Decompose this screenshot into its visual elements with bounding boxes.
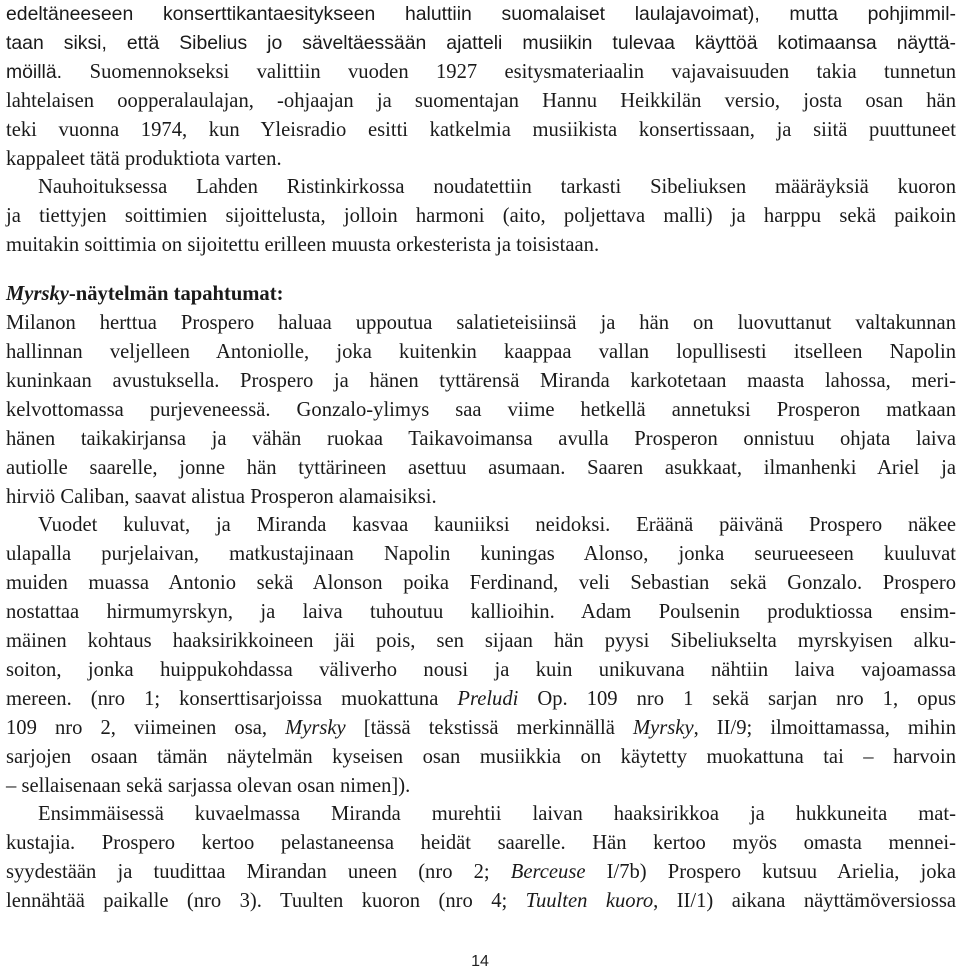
document-page bbox=[6, 0, 956, 916]
paragraph bbox=[6, 0, 956, 173]
section-heading bbox=[6, 280, 956, 309]
text-line bbox=[6, 685, 956, 714]
text-run: 109 nro 2, viimeinen osa, bbox=[6, 716, 286, 739]
heading-italic: Myrsky bbox=[6, 283, 69, 306]
heading-rest: -näytelmän tapahtumat: bbox=[68, 283, 284, 306]
text-line bbox=[6, 858, 956, 887]
text-line: Nauhoituksessa Lahden Ristinkirkossa noudatettiin tarkasti Sibeliuksen määräyksiä kuoron bbox=[38, 176, 956, 199]
text-run-italic: Berceuse bbox=[510, 861, 586, 884]
text-line: kustajia. Prospero kertoo pelastaneensa heidät saarelle. Hän kertoo myös omasta mennei- bbox=[6, 832, 956, 855]
text-line: Vuodet kuluvat, ja Miranda kasvaa kauniiksi neidoksi. Eräänä päivänä Prospero näkee bbox=[38, 514, 956, 537]
text-run: mereen. (nro 1; konserttisarjoissa muokattuna bbox=[6, 687, 458, 710]
text-line: kuninkaan avustuksella. Prospero ja hänen tyttärensä Miranda karkotetaan maasta lahossa, meri- bbox=[6, 369, 956, 392]
text-line: Milanon herttua Prospero haluaa uppoutua salatieteisiinsä ja hän on luovuttanut valtakunnan bbox=[6, 312, 956, 335]
text-line bbox=[6, 58, 956, 87]
text-line: autiolle saarelle, jonne hän tyttärineen asettuu asumaan. Saaren asukkaat, ilmanhenki Ariel ja bbox=[6, 456, 956, 479]
text-line: kappaleet tätä produktiota varten. bbox=[6, 147, 282, 170]
text-line: hallinnan veljelleen Antoniolle, joka kuitenkin kaappaa vallan lopullisesti itselleen Napolin bbox=[6, 340, 956, 363]
text-line: mäinen kohtaus haaksirikkoineen jäi pois, sen sijaan hän pyysi Sibeliukselta myrskyisen alku- bbox=[6, 630, 956, 653]
text-run-italic: Myrsky bbox=[632, 716, 694, 739]
text-run: , II/1) aikana näyttämöversiossa bbox=[653, 890, 956, 913]
text-line: muiden muassa Antonio sekä Alonson poika Ferdinand, veli Sebastian sekä Gonzalo. Prospero bbox=[6, 572, 956, 595]
text-line: hirviö Caliban, saavat alistua Prosperon alamaisiksi. bbox=[6, 485, 437, 508]
text-run: Suomennokseksi valittiin vuoden 1927 esitysmateriaalin vajavaisuuden takia tunnetun bbox=[89, 60, 957, 83]
text-line: ja tiettyjen soittimien sijoittelusta, jolloin harmoni (aito, poljettava malli) ja harppu sekä paikoin bbox=[6, 205, 956, 228]
text-run: syydestään ja tuudittaa Mirandan uneen (nro 2; bbox=[6, 861, 511, 884]
text-run: Op. 109 nro 1 sekä sarjan nro 1, opus bbox=[518, 687, 957, 710]
page-number: 14 bbox=[471, 953, 489, 970]
text-run: lennähtää paikalle (nro 3). Tuulten kuoron (nro 4; bbox=[6, 890, 526, 913]
text-run: , II/9; ilmoittamassa, mihin bbox=[693, 716, 956, 739]
paragraph bbox=[6, 173, 956, 260]
text-run: möillä. bbox=[6, 60, 90, 83]
text-line: ulapalla purjelaivan, matkustajinaan Napolin kuningas Alonso, jonka seurueeseen kuuluvat bbox=[6, 543, 956, 566]
text-line: soiton, jonka huippukohdassa väliverho nousi ja kuin unikuvana nähtiin laiva vajoamassa bbox=[6, 658, 956, 681]
paragraph bbox=[6, 511, 956, 800]
text-line: muitakin soittimia on sijoitettu erilleen muusta orkesterista ja toisistaan. bbox=[6, 234, 600, 257]
paragraph bbox=[6, 800, 956, 916]
text-line: Ensimmäisessä kuvaelmassa Miranda murehtii laivan haaksirikkoa ja hukkuneita mat- bbox=[38, 803, 956, 826]
text-line: – sellaisenaan sekä sarjassa olevan osan nimen]). bbox=[6, 774, 411, 797]
text-line: lahtelaisen oopperalaulajan, -ohjaajan ja suomentajan Hannu Heikkilän versio, josta osan hän bbox=[6, 89, 956, 112]
text-line: kelvottomassa purjeveneessä. Gonzalo-ylimys saa viime hetkellä annetuksi Prosperon matkaan bbox=[6, 398, 956, 421]
text-run: I/7b) Prospero kutsuu Arielia, joka bbox=[585, 861, 956, 884]
text-line: teki vuonna 1974, kun Yleisradio esitti katkelmia musiikista konsertissaan, ja siitä puuttuneet bbox=[6, 118, 956, 141]
text-line: edeltäneeseen konserttikantaesitykseen haluttiin suomalaiset laulajavoimat), mutta pohjimmil- bbox=[6, 3, 956, 25]
text-line: taan siksi, että Sibelius jo säveltäessään ajatteli musiikin tulevaa käyttöä kotimaansa näyttä- bbox=[6, 31, 956, 54]
text-line: sarjojen osaan tämän näytelmän kyseisen osan musiikkia on käytetty muokattuna tai – harvoin bbox=[6, 745, 956, 768]
paragraph bbox=[6, 309, 956, 511]
text-line bbox=[6, 887, 956, 916]
text-run-italic: Tuulten kuoro bbox=[525, 890, 654, 913]
text-run: [tässä tekstissä merkinnällä bbox=[345, 716, 633, 739]
text-line bbox=[6, 714, 956, 743]
text-run-italic: Myrsky bbox=[285, 716, 346, 739]
text-line: nostattaa hirmumyrskyn, ja laiva tuhoutuu kallioihin. Adam Poulsenin produktiossa ensim- bbox=[6, 601, 956, 624]
text-run-italic: Preludi bbox=[457, 687, 519, 710]
text-line: hänen taikakirjansa ja vähän ruokaa Taikavoimansa avulla Prosperon onnistuu ohjata laiva bbox=[6, 427, 956, 450]
